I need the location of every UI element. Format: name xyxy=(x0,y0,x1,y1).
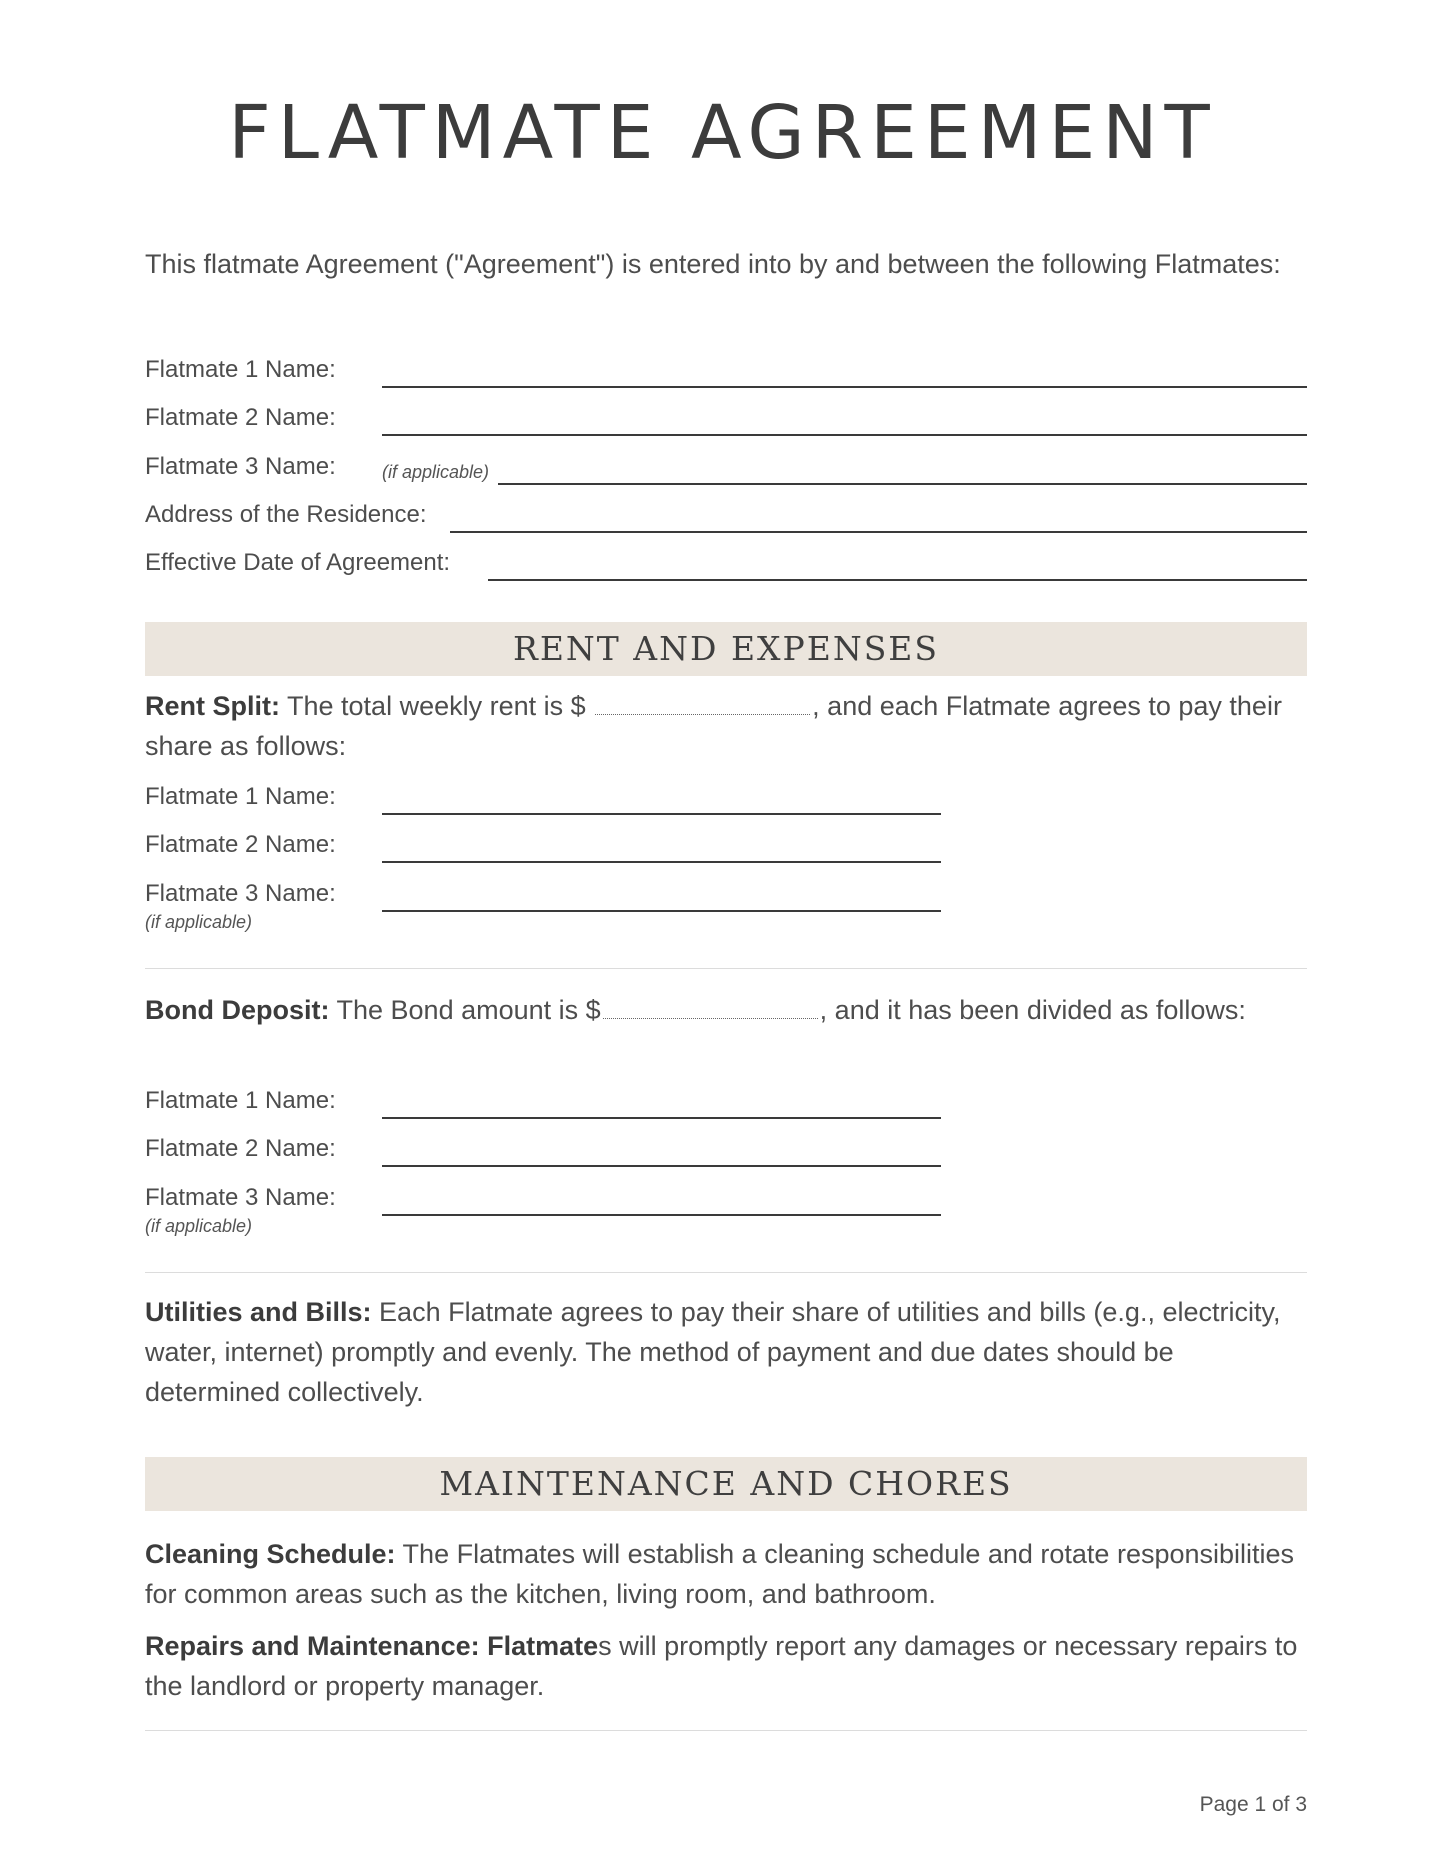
bond-flatmate1-field xyxy=(145,1083,941,1119)
rent-split-post-text: , and each Flatmate agrees to pay their share as follows: xyxy=(145,691,1282,761)
bond-flatmate3-line[interactable] xyxy=(382,1214,941,1216)
bond-deposit-paragraph xyxy=(145,990,1315,1030)
repairs-text: s will promptly report any damages or necessary repairs to the landlord or property manager. xyxy=(145,1631,1298,1701)
weekly-rent-blank[interactable] xyxy=(595,692,810,715)
intro-paragraph: This flatmate Agreement ("Agreement") is entered into by and between the following Flatmates: xyxy=(145,249,1281,279)
address-line[interactable] xyxy=(450,531,1307,533)
flatmate1-name-line[interactable] xyxy=(382,386,1307,388)
document-title: FLATMATE AGREEMENT xyxy=(228,90,1217,176)
maintenance-chores-heading: MAINTENANCE AND CHORES xyxy=(145,1457,1307,1511)
cleaning-schedule-text: The Flatmates will establish a cleaning schedule and rotate responsibilities for common areas such as the kitchen, living room, and bathroom. xyxy=(145,1539,1295,1609)
effective-date-line[interactable] xyxy=(488,579,1307,581)
flatmate3-name-field xyxy=(145,449,1307,485)
address-label: Address of the Residence: xyxy=(145,501,427,528)
address-field xyxy=(145,497,1307,533)
utilities-text: Each Flatmate agrees to pay their share of utilities and bills (e.g., electricity, water, internet) promptly and evenly. The method of payment and due dates should be determined collectively. xyxy=(145,1297,1281,1407)
section-divider xyxy=(145,1272,1307,1273)
bond-deposit-label: Bond Deposit: xyxy=(145,995,330,1025)
page-number: Page 1 of 3 xyxy=(1199,1793,1307,1816)
utilities-paragraph xyxy=(145,1292,1315,1412)
flatmate3-name-label: Flatmate 3 Name: xyxy=(145,453,336,480)
rent-flatmate1-label: Flatmate 1 Name: xyxy=(145,783,336,810)
repairs-label: Repairs and Maintenance: Flatmate xyxy=(145,1631,599,1661)
bond-flatmate3-field xyxy=(145,1180,941,1216)
rent-flatmate1-field xyxy=(145,779,941,815)
rent-flatmate3-label: Flatmate 3 Name: xyxy=(145,880,336,907)
repairs-paragraph xyxy=(145,1626,1315,1706)
bond-post-text: , and it has been divided as follows: xyxy=(819,995,1246,1025)
rent-split-pre-text: The total weekly rent is $ xyxy=(280,691,586,721)
effective-date-label: Effective Date of Agreement: xyxy=(145,549,451,576)
section-divider xyxy=(145,968,1307,969)
bond-flatmate3-note: (if applicable) xyxy=(145,1216,253,1236)
bond-flatmate3-label: Flatmate 3 Name: xyxy=(145,1184,336,1211)
rent-expenses-heading: RENT AND EXPENSES xyxy=(145,622,1307,676)
flatmate2-name-label: Flatmate 2 Name: xyxy=(145,404,336,431)
effective-date-field xyxy=(145,545,1307,581)
flatmate2-name-line[interactable] xyxy=(382,434,1307,436)
rent-flatmate2-line[interactable] xyxy=(382,861,941,863)
rent-flatmate2-field xyxy=(145,827,941,863)
utilities-label: Utilities and Bills: xyxy=(145,1297,372,1327)
rent-flatmate1-line[interactable] xyxy=(382,813,941,815)
bond-flatmate2-line[interactable] xyxy=(382,1165,941,1167)
rent-flatmate2-label: Flatmate 2 Name: xyxy=(145,831,336,858)
flatmate1-name-label: Flatmate 1 Name: xyxy=(145,356,336,383)
flatmate2-name-field xyxy=(145,400,1307,436)
rent-split-label: Rent Split: xyxy=(145,691,280,721)
rent-flatmate3-field xyxy=(145,876,941,912)
flatmate3-if-applicable-note: (if applicable) xyxy=(382,462,490,482)
cleaning-schedule-paragraph xyxy=(145,1534,1315,1614)
rent-split-paragraph xyxy=(145,686,1315,766)
flatmate1-name-field xyxy=(145,352,1307,388)
bond-amount-blank[interactable] xyxy=(603,996,818,1019)
cleaning-schedule-label: Cleaning Schedule: xyxy=(145,1539,396,1569)
rent-flatmate3-note: (if applicable) xyxy=(145,912,253,932)
rent-flatmate3-line[interactable] xyxy=(382,910,941,912)
flatmate3-name-line[interactable] xyxy=(498,483,1307,485)
bond-flatmate2-label: Flatmate 2 Name: xyxy=(145,1135,336,1162)
bond-flatmate1-line[interactable] xyxy=(382,1117,941,1119)
section-divider xyxy=(145,1730,1307,1731)
bond-pre-text: The Bond amount is $ xyxy=(329,995,601,1025)
bond-flatmate1-label: Flatmate 1 Name: xyxy=(145,1087,336,1114)
bond-flatmate2-field xyxy=(145,1131,941,1167)
